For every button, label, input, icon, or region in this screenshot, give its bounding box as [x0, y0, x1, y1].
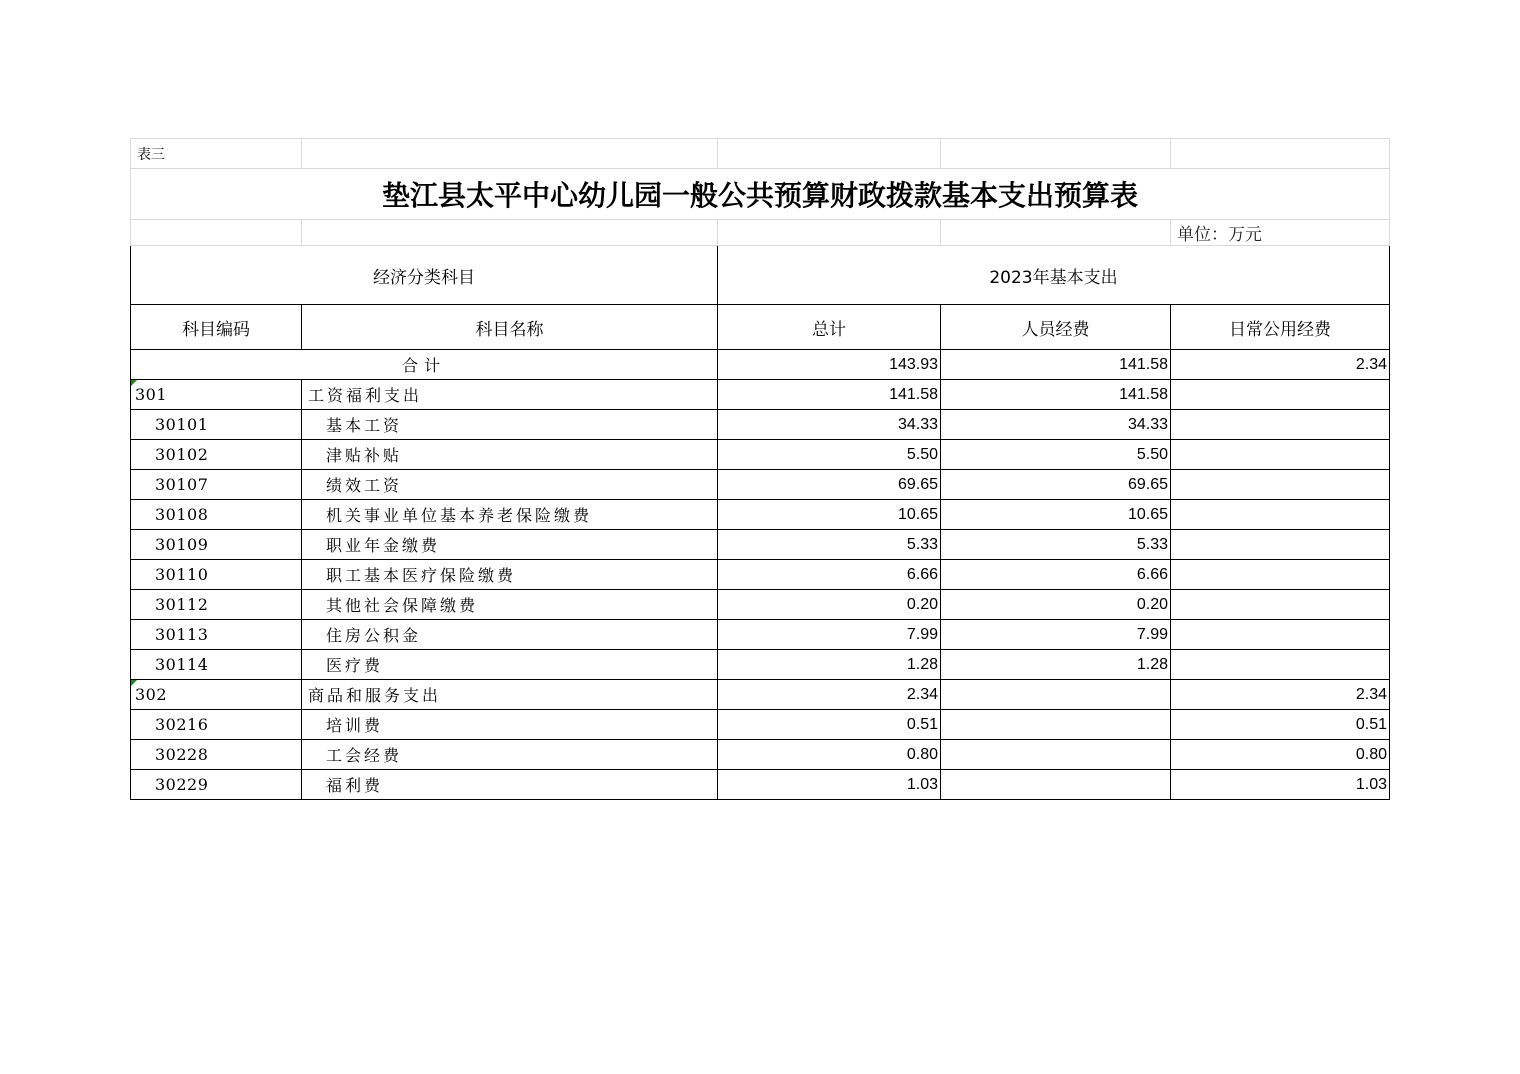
public-expense-cell — [1171, 560, 1390, 590]
personnel-expense-cell: 6.66 — [941, 560, 1171, 590]
table-row — [131, 470, 1390, 500]
table-row — [131, 560, 1390, 590]
table-caption: 表三 — [131, 139, 302, 169]
personnel-expense-cell — [941, 770, 1171, 800]
personnel-expense-cell: 1.28 — [941, 650, 1171, 680]
subject-code-cell: 30113 — [131, 620, 302, 650]
total-cell: 7.99 — [718, 620, 941, 650]
personnel-expense-cell: 0.20 — [941, 590, 1171, 620]
public-expense-cell — [1171, 620, 1390, 650]
public-expense-cell — [1171, 500, 1390, 530]
total-cell: 1.03 — [718, 770, 941, 800]
subject-code-cell: 30102 — [131, 440, 302, 470]
subject-name-cell: 工会经费 — [302, 740, 718, 770]
total-row — [131, 350, 1390, 380]
table-row — [131, 590, 1390, 620]
public-expense-cell — [1171, 470, 1390, 500]
title-row — [131, 169, 1390, 220]
personnel-expense-cell — [941, 680, 1171, 710]
header-public-expense: 日常公用经费 — [1171, 305, 1390, 350]
subject-code-cell: 30108 — [131, 500, 302, 530]
public-expense-cell: 2.34 — [1171, 680, 1390, 710]
subject-name-cell: 住房公积金 — [302, 620, 718, 650]
total-cell: 141.58 — [718, 380, 941, 410]
subject-code-cell: 30229 — [131, 770, 302, 800]
total-cell: 69.65 — [718, 470, 941, 500]
table-row — [131, 620, 1390, 650]
total-cell: 1.28 — [718, 650, 941, 680]
unit-label: 单位：万元 — [1171, 220, 1390, 246]
public-expense-cell: 0.51 — [1171, 710, 1390, 740]
total-cell: 34.33 — [718, 410, 941, 440]
subject-code-cell: 30101 — [131, 410, 302, 440]
header-economic-classification: 经济分类科目 — [131, 246, 718, 305]
subject-code-cell: 30228 — [131, 740, 302, 770]
header-subject-code: 科目编码 — [131, 305, 302, 350]
budget-table — [130, 138, 1390, 800]
personnel-expense-cell — [941, 740, 1171, 770]
page-title: 垫江县太平中心幼儿园一般公共预算财政拨款基本支出预算表 — [131, 169, 1390, 220]
personnel-expense-cell: 7.99 — [941, 620, 1171, 650]
subject-name-cell: 职工基本医疗保险缴费 — [302, 560, 718, 590]
personnel-expense-cell: 141.58 — [941, 380, 1171, 410]
subject-code-cell: 30114 — [131, 650, 302, 680]
table-row — [131, 680, 1390, 710]
total-label: 合计 — [131, 350, 718, 380]
subject-code-cell: 30107 — [131, 470, 302, 500]
public-expense-cell — [1171, 440, 1390, 470]
table-row — [131, 380, 1390, 410]
header-column-row — [131, 305, 1390, 350]
subject-code-cell: 30109 — [131, 530, 302, 560]
unit-row — [131, 220, 1390, 246]
personnel-expense-cell: 34.33 — [941, 410, 1171, 440]
table-row — [131, 740, 1390, 770]
total-personnel: 141.58 — [941, 350, 1171, 380]
caption-row — [131, 139, 1390, 169]
personnel-expense-cell: 5.50 — [941, 440, 1171, 470]
personnel-expense-cell: 10.65 — [941, 500, 1171, 530]
public-expense-cell — [1171, 590, 1390, 620]
header-total: 总计 — [718, 305, 941, 350]
total-cell: 0.20 — [718, 590, 941, 620]
subject-code-cell: 30216 — [131, 710, 302, 740]
subject-name-cell: 工资福利支出 — [302, 380, 718, 410]
subject-name-cell: 商品和服务支出 — [302, 680, 718, 710]
table-row — [131, 500, 1390, 530]
total-sum: 143.93 — [718, 350, 941, 380]
subject-name-cell: 基本工资 — [302, 410, 718, 440]
personnel-expense-cell: 69.65 — [941, 470, 1171, 500]
total-cell: 5.50 — [718, 440, 941, 470]
public-expense-cell — [1171, 380, 1390, 410]
header-personnel-expense: 人员经费 — [941, 305, 1171, 350]
table-row — [131, 650, 1390, 680]
subject-name-cell: 机关事业单位基本养老保险缴费 — [302, 500, 718, 530]
total-public: 2.34 — [1171, 350, 1390, 380]
subject-name-cell: 培训费 — [302, 710, 718, 740]
public-expense-cell: 0.80 — [1171, 740, 1390, 770]
personnel-expense-cell: 5.33 — [941, 530, 1171, 560]
table-row — [131, 710, 1390, 740]
public-expense-cell — [1171, 650, 1390, 680]
subject-code-cell: 301 — [131, 380, 302, 410]
total-cell: 10.65 — [718, 500, 941, 530]
subject-name-cell: 绩效工资 — [302, 470, 718, 500]
subject-code-cell: 302 — [131, 680, 302, 710]
table-row — [131, 530, 1390, 560]
header-subject-name: 科目名称 — [302, 305, 718, 350]
subject-name-cell: 职业年金缴费 — [302, 530, 718, 560]
total-cell: 0.80 — [718, 740, 941, 770]
subject-code-cell: 30110 — [131, 560, 302, 590]
subject-code-cell: 30112 — [131, 590, 302, 620]
subject-name-cell: 福利费 — [302, 770, 718, 800]
total-cell: 0.51 — [718, 710, 941, 740]
header-group-row — [131, 246, 1390, 305]
table-row — [131, 770, 1390, 800]
table-row — [131, 440, 1390, 470]
public-expense-cell — [1171, 530, 1390, 560]
subject-name-cell: 其他社会保障缴费 — [302, 590, 718, 620]
header-basic-expenditure-2023: 2023年基本支出 — [718, 246, 1390, 305]
public-expense-cell: 1.03 — [1171, 770, 1390, 800]
total-cell: 6.66 — [718, 560, 941, 590]
table-row — [131, 410, 1390, 440]
subject-name-cell: 津贴补贴 — [302, 440, 718, 470]
total-cell: 5.33 — [718, 530, 941, 560]
personnel-expense-cell — [941, 710, 1171, 740]
subject-name-cell: 医疗费 — [302, 650, 718, 680]
public-expense-cell — [1171, 410, 1390, 440]
total-cell: 2.34 — [718, 680, 941, 710]
